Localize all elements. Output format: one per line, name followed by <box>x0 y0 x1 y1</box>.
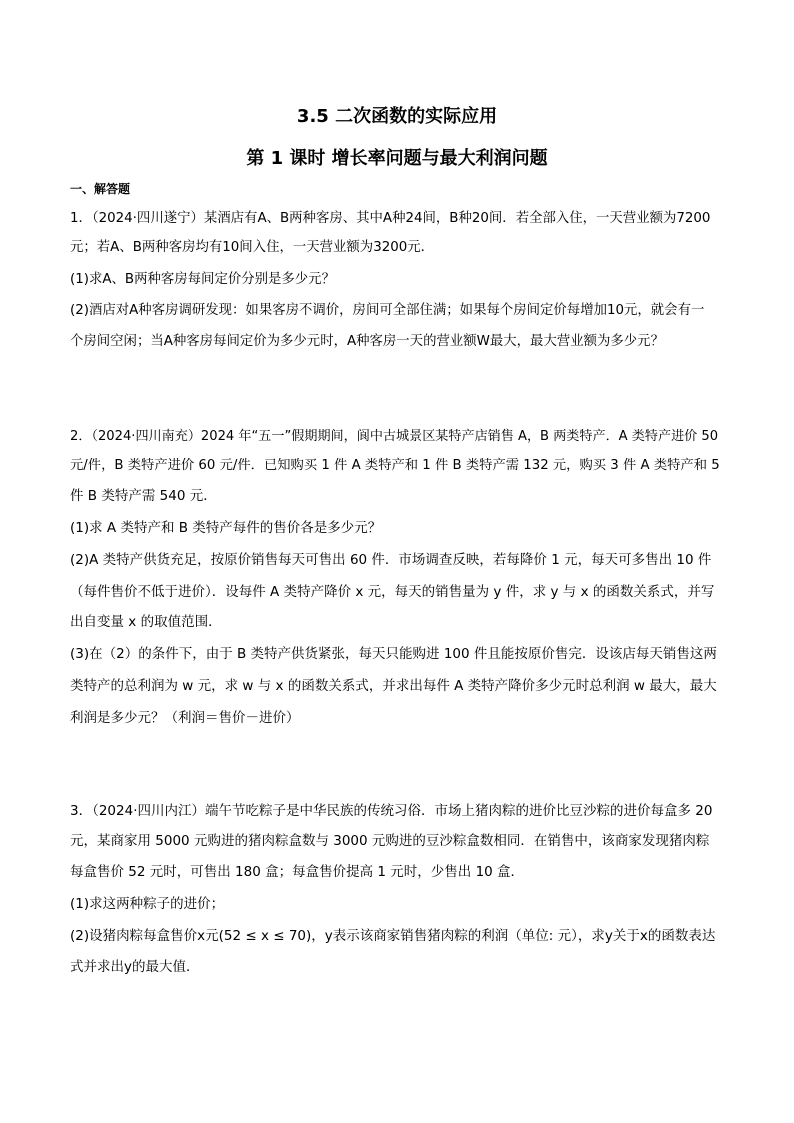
question-line: 元/件，B 类特产进价 60 元/件．已知购买 1 件 A 类特产和 1 件 B 类特产需 132 元，购买 3 件 A 类特产和 5 <box>70 458 720 473</box>
question-line: 2．（2024·四川南充）2024 年“五一”假期期间，阆中古城景区某特产店销售 A，B 两类特产．A 类特产进价 50 <box>70 429 719 444</box>
question-line: (1)求A、B两种客房每间定价分别是多少元？ <box>70 272 335 287</box>
question-line: (1)求 A 类特产和 B 类特产每件的售价各是多少元？ <box>70 520 382 536</box>
document-title: 3.5 二次函数的实际应用 <box>296 106 498 127</box>
question-line: 3．（2024·四川内江）端午节吃粽子是中华民族的传统习俗．市场上猪肉粽的进价比豆沙粽的进价每盒多 20 <box>70 803 713 819</box>
question-line: 元；若A、B两种客房均有10间入住，一天营业额为3200元． <box>70 240 435 255</box>
question-line: 类特产的总利润为 w 元，求 w 与 x 的函数关系式，并求出每件 A 类特产降价多少元时总利润 w 最大，最大 <box>70 678 717 694</box>
section-heading: 一、解答题 <box>70 182 131 196</box>
question-line: 件 B 类特产需 540 元． <box>70 488 217 504</box>
question-line: 1．（2024·四川遂宁）某酒店有A、B两种客房、其中A种24间，B种20间．若全部入住，一天营业额为7200 <box>70 211 711 226</box>
question-line: 个房间空闲；当A种客房每间定价为多少元时，A种客房一天的营业额W最大，最大营业额为多少元？ <box>70 334 664 349</box>
question-line: 元，某商家用 5000 元购进的猪肉粽盒数与 3000 元购进的豆沙粽盒数相同．在销售中，该商家发现猪肉粽 <box>70 833 710 849</box>
question-line: (2)设猪肉粽每盒售价x元(52 ≤ x ≤ 70)，y表示该商家销售猪肉粽的利润（单位: 元），求y关于x的函数表达 <box>70 928 716 944</box>
question-line: 利润是多少元？（利润＝售价－进价） <box>70 710 300 726</box>
question-line: (1)求这两种粽子的进价； <box>70 896 225 912</box>
question-line: (3)在（2）的条件下，由于 B 类特产供货紧张，每天只能购进 100 件且能按原价售完．设该店每天销售这两 <box>70 646 717 662</box>
question-line: 式并求出y的最大值． <box>70 959 200 975</box>
question-line: 出自变量 x 的取值范围． <box>70 614 222 630</box>
question-line: (2)酒店对A种客房调研发现：如果客房不调价，房间可全部住满；如果每个房间定价每增加10元，就会有一 <box>70 303 705 318</box>
question-line: （每件售价不低于进价）．设每件 A 类特产降价 x 元，每天的销售量为 y 件，求 y 与 x 的函数关系式，并写 <box>70 584 715 600</box>
question-line: (2)A 类特产供货充足，按原价销售每天可售出 60 件．市场调查反映，若每降价 1 元，每天可多售出 10 件 <box>70 552 712 568</box>
question-line: 每盒售价 52 元时，可售出 180 盒；每盒售价提高 1 元时，少售出 10 盒． <box>70 864 525 880</box>
document-subtitle: 第 1 课时 增长率问题与最大利润问题 <box>246 148 548 169</box>
